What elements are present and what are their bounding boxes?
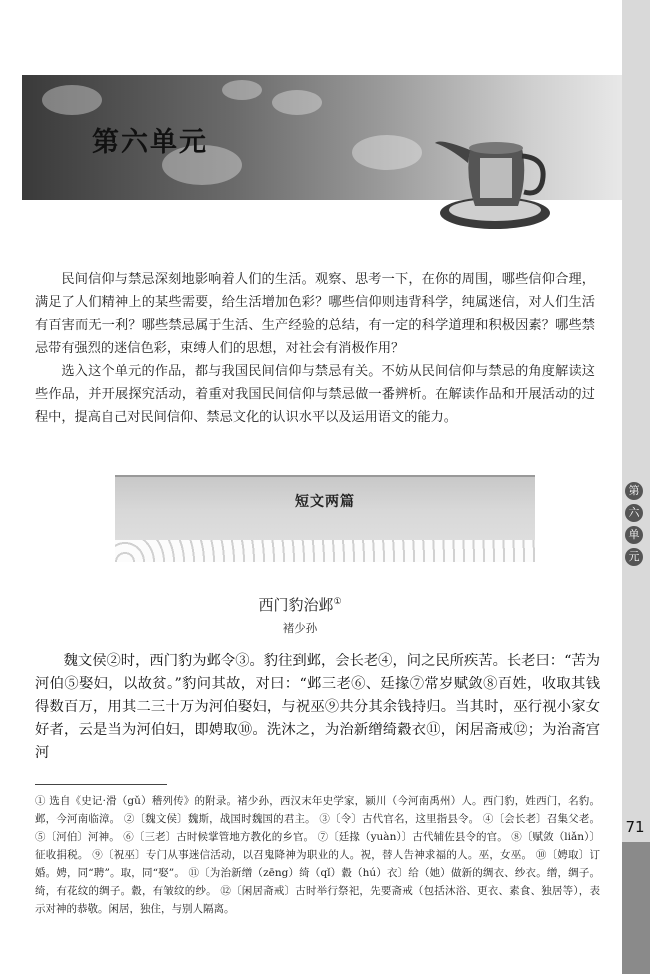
- essay-paragraph: 魏文侯②时，西门豹为邺令③。豹往到邺，会长老④，问之民所疾苦。长老曰：“苦为河伯⑤娶妇，以故贫。”豹问其故，对曰：“邺三老⑥、廷掾⑦常岁赋敛⑧百姓，收取其钱得数百万，用其二三十万为河伯娶妇，与祝巫⑨共分其余钱持归。当其时，巫行视小家女好者，云是当为河伯妇，即娉取⑩。洗沐之，为治新缯绮縠衣⑪，闲居斋戒⑫；为治斋宫河: [35, 653, 600, 761]
- unit-tab-char: 单: [625, 526, 643, 544]
- unit-title: 第六单元: [92, 127, 208, 158]
- unit-introduction: [35, 268, 595, 429]
- essay-title-footnote-mark: ①: [333, 597, 342, 607]
- essay-author: 褚少孙: [282, 621, 318, 635]
- essay-title: 西门豹治邺: [258, 596, 334, 614]
- unit-tab-char: 第: [625, 482, 643, 500]
- unit-side-tab: [622, 482, 646, 566]
- essay-title-line: [0, 594, 600, 615]
- footnote-divider: [35, 784, 167, 785]
- footnotes: ① 选自《史记·滑（gǔ）稽列传》的附录。褚少孙，西汉末年史学家，颍川（今河南禹州）人。西门豹，姓西门，名豹。邺，今河南临漳。 ②〔魏文侯〕魏斯，战国时魏国的君主。 ③〔令〕古代官名，这里指县令。 ④〔会长老〕召集父老。 ⑤〔河伯〕河神。 ⑥〔三老〕古时候掌管地方教化的乡官。 ⑦〔廷掾（yuàn）〕古代辅佐县令的官。 ⑧〔赋敛（liǎn）〕征收捐税。 ⑨〔祝巫〕专门从事迷信活动，以召鬼降神为职业的人。祝，替人告神求福的人。巫，女巫。 ⑩〔娉取〕订婚。娉，同“聘”。取，同“娶”。 ⑪〔为治新缯（zēng）绮（qǐ）縠（hú）衣〕给（她）做新的绸衣、纱衣。缯，绸子。绮，有花纹的绸子。縠，有皱纹的纱。 ⑫〔闲居斋戒〕古时举行祭祀，先要斋戒（包括沐浴、更衣、素食、独居等），表示对神的恭敬。闲居，独住，与别人隔离。: [35, 795, 600, 915]
- teapot-illustration: [430, 118, 555, 233]
- page-edge-dark-block: [622, 842, 650, 974]
- intro-paragraph: 民间信仰与禁忌深刻地影响着人们的生活。观察、思考一下，在你的周围，哪些信仰合理，满足了人们精神上的某些需要，给生活增加色彩？哪些信仰则违背科学，纯属迷信，对人们生活有百害而无一利？哪些禁忌属于生活、生产经验的总结，有一定的科学道理和积极因素？哪些禁忌带有强烈的迷信色彩，束缚人们的思想，对社会有消极作用？: [35, 272, 595, 356]
- lace-decoration: [115, 540, 535, 562]
- section-title: 短文两篇: [295, 494, 355, 510]
- section-header-box: [115, 475, 535, 562]
- essay-body: [35, 650, 600, 765]
- unit-tab-char: 元: [625, 548, 643, 566]
- intro-paragraph: 选入这个单元的作品，都与我国民间信仰与禁忌有关。不妨从民间信仰与禁忌的角度解读这些作品，并开展探究活动，着重对我国民间信仰与禁忌做一番辨析。在解读作品和开展活动的过程中，提高自己对民间信仰、禁忌文化的认识水平以及运用语文的能力。: [35, 364, 595, 425]
- page-number: 71: [625, 818, 645, 836]
- unit-tab-char: 六: [625, 504, 643, 522]
